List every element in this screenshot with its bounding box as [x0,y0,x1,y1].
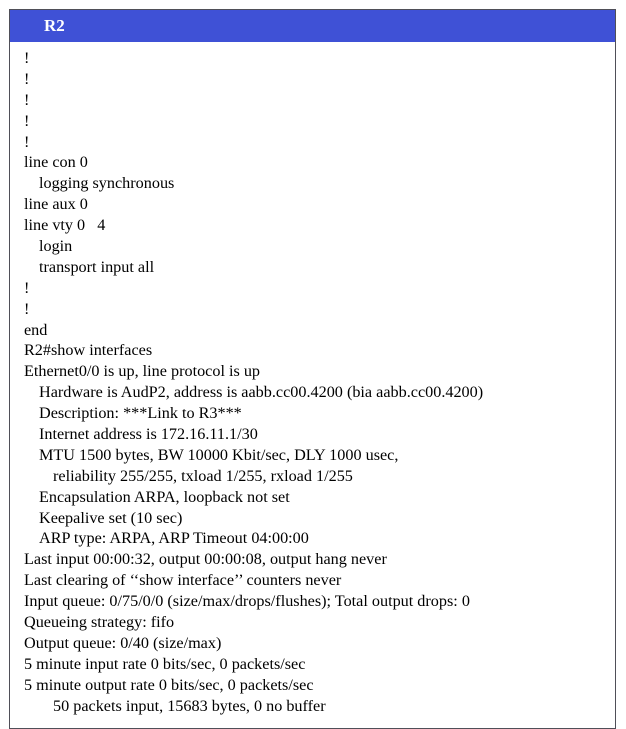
console-line: Description: ***Link to R3*** [39,404,242,423]
console-line: ! [24,299,30,318]
console-line: Internet address is 172.16.11.1/30 [39,425,258,444]
console-line: ! [24,49,30,67]
console-line: R2#show interfaces [24,341,153,360]
console-line: 5 minute output rate 0 bits/sec, 0 packets/sec [24,675,314,694]
router-terminal-window [9,9,616,729]
console-line: ! [24,111,30,130]
console-output [24,48,609,717]
console-line: line aux 0 [24,195,88,214]
console-line: end [24,320,48,339]
console-line: logging synchronous [39,174,175,193]
console-line: Keepalive set (10 sec) [39,508,183,527]
console-line: ! [24,90,30,109]
console-line: login [39,237,73,256]
console-line: Last clearing of ‘‘show interface’’ counters never [24,571,342,590]
console-line: MTU 1500 bytes, BW 10000 Kbit/sec, DLY 1000 usec, [39,445,399,464]
console-line: ! [24,69,30,88]
console-line: line con 0 [24,153,88,172]
console-line: ! [24,132,30,151]
console-line: ARP type: ARPA, ARP Timeout 04:00:00 [39,529,309,548]
console-line: ! [24,278,30,297]
console-line: 5 minute input rate 0 bits/sec, 0 packets/sec [24,654,306,673]
console-line: reliability 255/255, txload 1/255, rxload 1/255 [53,466,353,485]
console-line: transport input all [39,257,155,276]
console-line: Last input 00:00:32, output 00:00:08, output hang never [24,550,387,569]
console-line: Encapsulation ARPA, loopback not set [39,487,290,506]
console-line: line vty 0 4 [24,216,106,235]
console-line: 50 packets input, 15683 bytes, 0 no buffer [53,696,326,715]
console-line: Queueing strategy: fifo [24,613,175,632]
console-line: Hardware is AudP2, address is aabb.cc00.4200 (bia aabb.cc00.4200) [39,383,484,402]
console-line: Input queue: 0/75/0/0 (size/max/drops/flushes); Total output drops: 0 [24,592,470,611]
window-title: R2 [10,10,615,42]
console-line: Output queue: 0/40 (size/max) [24,633,222,652]
console-line: Ethernet0/0 is up, line protocol is up [24,362,261,381]
